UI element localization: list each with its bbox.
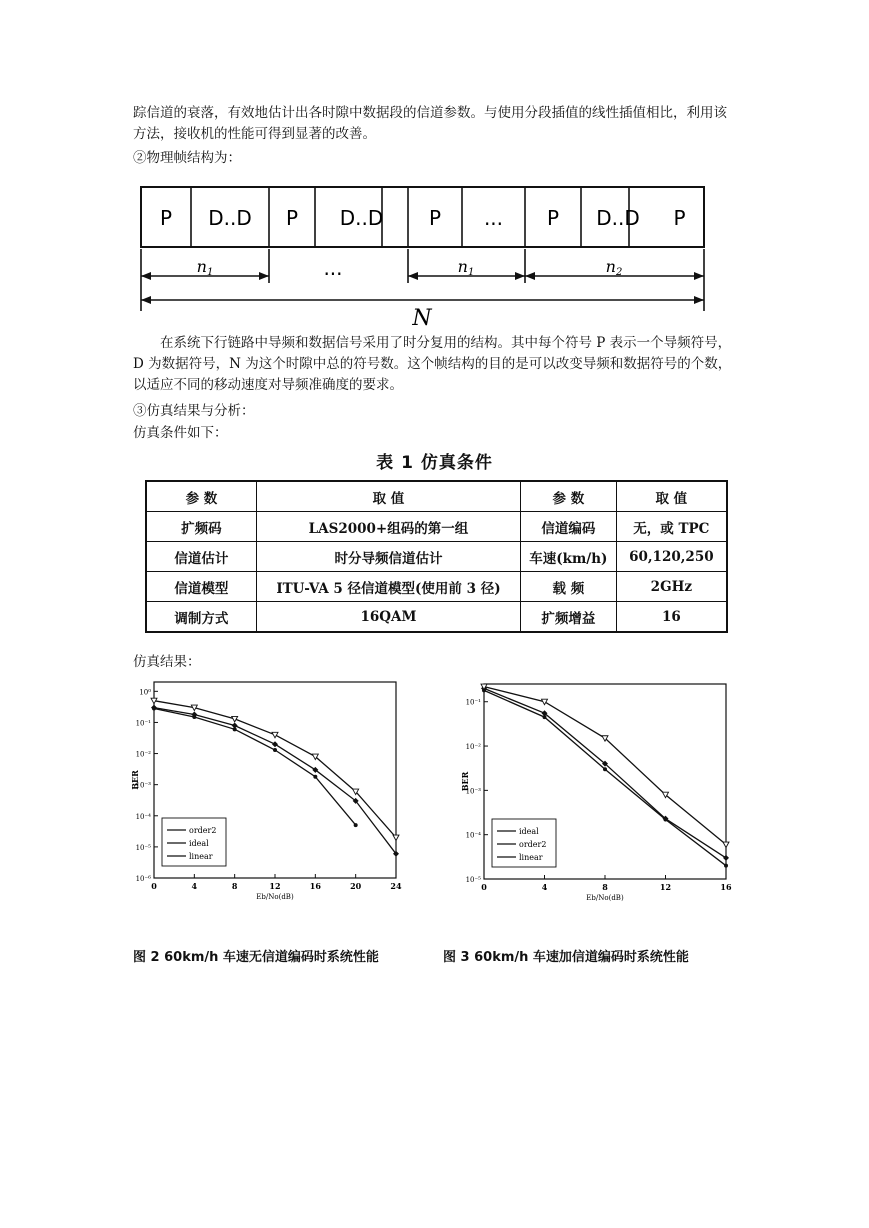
frame-slot-pilot: P (428, 206, 442, 230)
table-row (146, 572, 727, 602)
frame-slot-data: D..D (596, 206, 640, 230)
x-tick-label: 0 (151, 881, 157, 891)
y-tick-label: 10⁻² (135, 750, 151, 759)
y-axis-label: BER (130, 770, 140, 790)
intro-paragraph: 踪信道的衰落，有效地估计出各时隙中数据段的信道参数。与使用分段插值的线性插值相比，利用该方法，接收机的性能可得到显著的改善。 (133, 105, 727, 142)
data-point-ideal (192, 715, 196, 719)
x-tick-label: 24 (390, 881, 402, 891)
ber-chart-with-coding (458, 676, 743, 911)
ber-chart-no-coding (128, 676, 413, 911)
y-tick-label: 10⁰ (139, 688, 151, 697)
data-point-ideal (273, 748, 277, 752)
x-tick-label: 4 (541, 882, 548, 892)
x-tick-label: 16 (309, 881, 321, 891)
table-cell: 车速(km/h) (521, 542, 617, 572)
brace-label-n1-second: n1 (457, 257, 475, 278)
x-tick-label: 12 (659, 882, 672, 892)
figure-3-caption: 图 3 60km/h 车速加信道编码时系统性能 (443, 950, 689, 965)
table-header-cell: 取 值 (256, 481, 520, 512)
y-tick-label: 10⁻⁵ (135, 843, 151, 852)
y-tick-label: 10⁻³ (135, 781, 151, 790)
legend-label-linear: linear (519, 853, 543, 862)
x-tick-label: 12 (269, 881, 281, 891)
x-tick-label: 16 (720, 882, 732, 892)
simulation-results-intro: 仿真结果： (133, 654, 201, 670)
x-tick-label: 4 (191, 881, 198, 891)
frame-slot-data: D..D (339, 206, 384, 230)
table-cell: 60,120,250 (616, 542, 727, 572)
x-tick-label: 20 (350, 881, 362, 891)
table-cell: 信道模型 (146, 572, 256, 602)
table-header-row (146, 481, 727, 512)
table-cell: LAS2000+组码的第一组 (256, 512, 520, 542)
table-row (146, 602, 727, 633)
table-header-cell: 取 值 (616, 481, 727, 512)
frame-structure-diagram (125, 183, 725, 328)
legend-label-ideal: ideal (189, 839, 209, 848)
simulation-heading: ③仿真结果与分析： (133, 403, 255, 419)
data-point-ideal (354, 823, 358, 827)
legend-label-order2: order2 (519, 840, 547, 849)
table-cell: ITU-VA 5 径信道模型(使用前 3 径) (256, 572, 520, 602)
legend-label-order2: order2 (189, 826, 217, 835)
frame-slot-pilot: P (546, 206, 560, 230)
y-tick-label: 10⁻² (465, 743, 481, 752)
table-cell: 载 频 (521, 572, 617, 602)
legend-label-linear: linear (189, 852, 213, 861)
frame-description-paragraph: 在系统下行链路中导频和数据信号采用了时分复用的结构。其中每个符号 P 表示一个导频符号，D 为数据符号，N 为这个时隙中总的符号数。这个帧结构的目的是可以改变导频和数据符号的个数，以适应不同的移动速度对导频准确度的要求。 (133, 335, 732, 393)
table-cell: 信道编码 (521, 512, 617, 542)
data-point-linear (723, 842, 729, 848)
table-cell: 时分导频信道估计 (256, 542, 520, 572)
table-cell: 调制方式 (146, 602, 256, 633)
y-tick-label: 10⁻⁴ (465, 831, 481, 840)
frame-slot-data: D..D (208, 206, 252, 230)
legend-label-ideal: ideal (519, 827, 539, 836)
data-point-order2 (723, 855, 729, 861)
table-header-cell: 参 数 (146, 481, 256, 512)
total-symbols-label: N (412, 306, 432, 328)
table-cell: 扩频码 (146, 512, 256, 542)
y-tick-label: 10⁻⁶ (135, 875, 151, 883)
simulation-conditions-table (145, 480, 728, 633)
data-point-linear (542, 699, 548, 705)
table-header-cell: 参 数 (521, 481, 617, 512)
figure-2-caption: 图 2 60km/h 车速无信道编码时系统性能 (133, 950, 379, 965)
frame-slot-pilot: P (159, 206, 173, 230)
series-line-ideal (154, 709, 356, 826)
x-tick-label: 8 (602, 882, 608, 892)
table-cell: 无，或 TPC (616, 512, 727, 542)
data-point-ideal (603, 767, 607, 771)
series-line-linear (154, 701, 396, 838)
data-point-ideal (233, 727, 237, 731)
simulation-conditions-intro: 仿真条件如下： (133, 425, 228, 441)
data-point-ideal (724, 864, 728, 868)
frame-slot-pilot: P (285, 206, 299, 230)
y-tick-label: 10⁻⁵ (465, 876, 481, 884)
x-tick-label: 8 (231, 881, 238, 891)
frame-structure-heading: ②物理帧结构为： (133, 150, 241, 166)
y-tick-label: 10⁻¹ (135, 719, 151, 728)
data-point-linear (272, 732, 278, 738)
table-row (146, 512, 727, 542)
frame-slot-pilot: P (673, 206, 686, 230)
x-tick-label: 0 (481, 882, 487, 892)
table-cell: 16QAM (256, 602, 520, 633)
x-axis-label: Eb/No(dB) (586, 894, 624, 902)
brace-label-n2: n2 (605, 257, 623, 278)
table-cell: 2GHz (616, 572, 727, 602)
data-point-ideal (152, 707, 156, 711)
y-tick-label: 10⁻⁴ (135, 812, 151, 821)
y-tick-label: 10⁻³ (465, 787, 481, 796)
y-axis-label: BER (460, 771, 470, 792)
brace-label-ellipsis: ... (323, 256, 343, 280)
x-axis-label: Eb/No(dB) (256, 893, 294, 901)
table-cell: 信道估计 (146, 542, 256, 572)
data-point-linear (393, 835, 399, 841)
table-cell: 16 (616, 602, 727, 633)
table-row (146, 542, 727, 572)
table-title: 表 1 仿真条件 (376, 453, 493, 473)
frame-slot-ellipsis: ... (483, 206, 504, 230)
brace-label-n1: n1 (196, 257, 214, 278)
y-tick-label: 10⁻¹ (465, 698, 481, 707)
data-point-ideal (313, 775, 317, 779)
table-cell: 扩频增益 (521, 602, 617, 633)
